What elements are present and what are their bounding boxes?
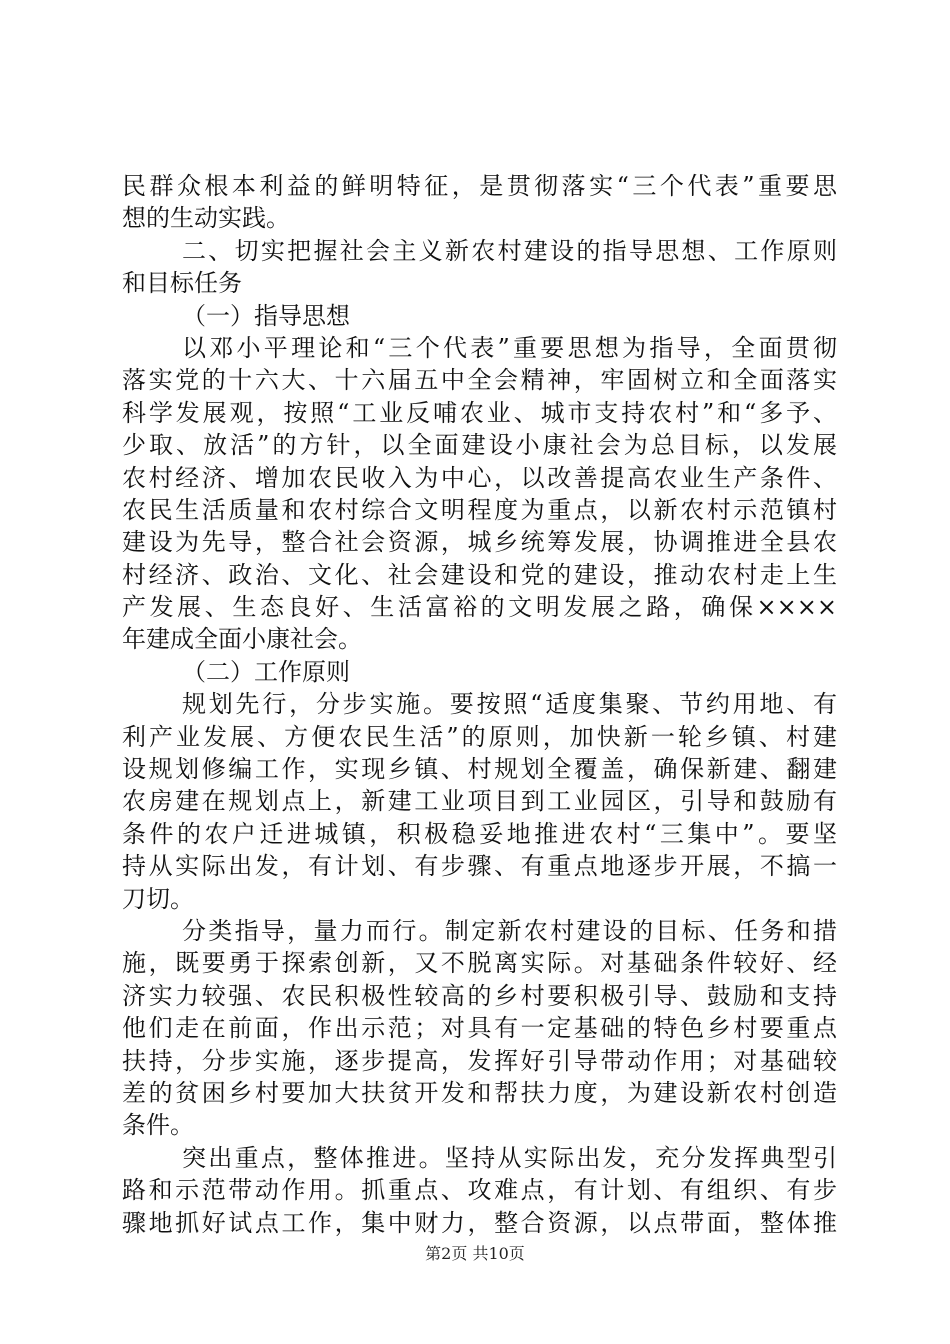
text-line: 刀切。 <box>122 884 194 913</box>
text-line: 二、切实把握社会主义新农村建设的指导思想、工作原则 <box>182 236 837 265</box>
text-line: 农村经济、增加农民收入为中心，以改善提高农业生产条件、 <box>122 463 837 492</box>
text-line: 建设为先导，整合社会资源，城乡统筹发展，协调推进全县农 <box>122 528 837 557</box>
text-line: 突出重点，整体推进。坚持从实际出发，充分发挥典型引 <box>182 1143 837 1172</box>
text-line: 少取、放活”的方针，以全面建设小康社会为总目标，以发展 <box>122 431 837 460</box>
text-line: 利产业发展、方便农民生活”的原则，加快新一轮乡镇、村建 <box>122 722 837 751</box>
text-line: 年建成全面小康社会。 <box>122 625 362 654</box>
text-line: 规划先行，分步实施。要按照“适度集聚、节约用地、有 <box>182 690 837 719</box>
text-line: 济实力较强、农民积极性较高的乡村要积极引导、鼓励和支持 <box>122 981 837 1010</box>
text-line: 分类指导，量力而行。制定新农村建设的目标、任务和措 <box>182 916 837 945</box>
section-heading: （二）工作原则 <box>182 657 350 686</box>
text-line: 条件的农户迁进城镇，积极稳妥地推进农村“三集中”。要坚 <box>122 819 837 848</box>
text-line: 农民生活质量和农村综合文明程度为重点，以新农村示范镇村 <box>122 495 837 524</box>
text-line: 产发展、生态良好、生活富裕的文明发展之路，确保×××× <box>122 593 837 622</box>
text-line: 持从实际出发，有计划、有步骤、有重点地逐步开展，不搞一 <box>122 852 837 881</box>
text-line: 和目标任务 <box>122 269 242 298</box>
text-line: 设规划修编工作，实现乡镇、村规划全覆盖，确保新建、翻建 <box>122 755 837 784</box>
text-line: 他们走在前面，作出示范；对具有一定基础的特色乡村要重点 <box>122 1014 837 1043</box>
text-line: 农房建在规划点上，新建工业项目到工业园区，引导和鼓励有 <box>122 787 837 816</box>
text-line: 差的贫困乡村要加大扶贫开发和帮扶力度，为建设新农村创造 <box>122 1078 837 1107</box>
page-number-footer: 第2页 共10页 <box>425 1244 525 1263</box>
section-heading: （一）指导思想 <box>182 301 350 330</box>
text-line: 以邓小平理论和“三个代表”重要思想为指导，全面贯彻 <box>182 333 837 362</box>
text-line: 科学发展观，按照“工业反哺农业、城市支持农村”和“多予、 <box>122 398 837 427</box>
text-line: 扶持，分步实施，逐步提高，发挥好引导带动作用；对基础较 <box>122 1046 837 1075</box>
text-line: 路和示范带动作用。抓重点、攻难点，有计划、有组织、有步 <box>122 1176 837 1205</box>
document-body <box>122 170 837 1239</box>
text-line: 骤地抓好试点工作，集中财力，整合资源，以点带面，整体推 <box>122 1208 837 1237</box>
text-line: 村经济、政治、文化、社会建设和党的建设，推动农村走上生 <box>122 560 837 589</box>
text-line: 民群众根本利益的鲜明特征，是贯彻落实“三个代表”重要思 <box>122 172 837 200</box>
text-line: 想的生动实践。 <box>122 204 290 233</box>
text-line: 施，既要勇于探索创新，又不脱离实际。对基础条件较好、经 <box>122 949 837 978</box>
text-line: 落实党的十六大、十六届五中全会精神，牢固树立和全面落实 <box>122 366 837 395</box>
text-line: 条件。 <box>122 1111 194 1140</box>
